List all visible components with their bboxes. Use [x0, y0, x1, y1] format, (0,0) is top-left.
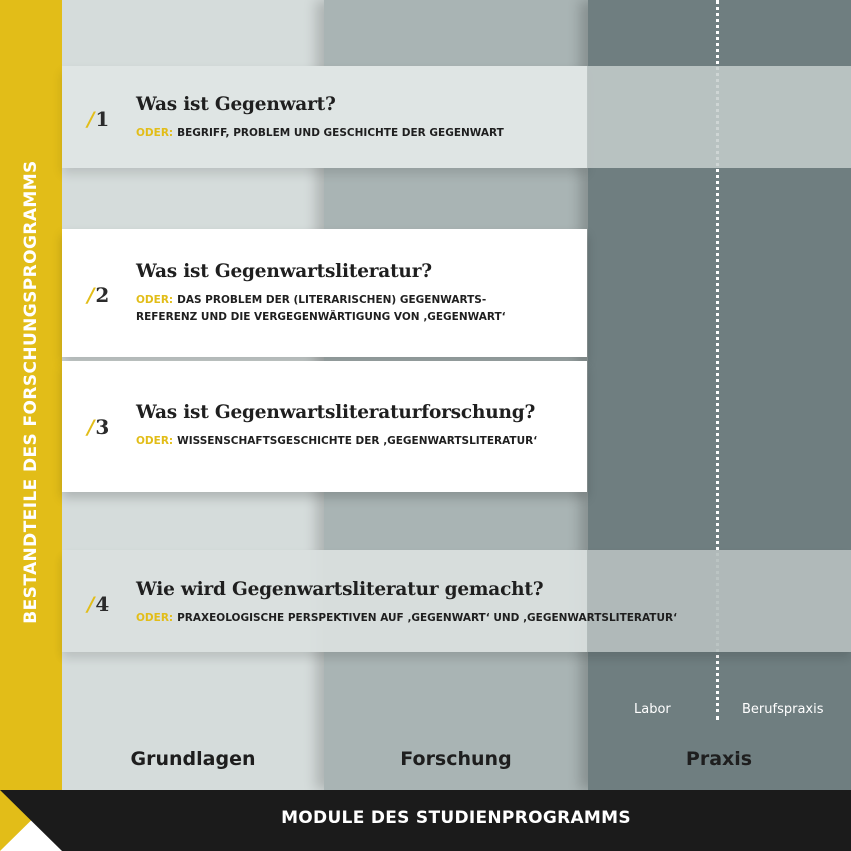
- slash-mark: /: [87, 592, 95, 616]
- question-sub-1: [136, 125, 504, 142]
- question-title-3: Was ist Gegenwartsliteraturforschung?: [136, 402, 536, 423]
- sub-line: REFERENZ UND DIE VERGEGENWÄRTIGUNG VON ‚GEGENWART‘: [136, 311, 506, 323]
- question-number-4: [87, 592, 109, 616]
- question-row-1: [62, 66, 587, 168]
- sub-line: WISSENSCHAFTSGESCHICHTE DER ‚GEGENWARTSLITERATUR‘: [177, 435, 538, 447]
- question-sub-4: [136, 610, 677, 627]
- slash-mark: /: [87, 415, 95, 439]
- sub-line: PRAXEOLOGISCHE PERSPEKTIVEN AUF ‚GEGENWART‘ UND ‚GEGENWARTSLITERATUR‘: [177, 612, 678, 624]
- question-sub-2: [136, 292, 506, 326]
- slash-mark: /: [87, 283, 95, 307]
- question-row-4: [62, 550, 851, 652]
- question-sub-3: [136, 433, 537, 450]
- column-label-forschung: Forschung: [400, 748, 512, 770]
- sub-line: DAS PROBLEM DER (LITERARISCHEN) GEGENWARTS-: [177, 294, 487, 306]
- side-bar: [0, 0, 62, 851]
- side-label: BESTANDTEILE DES FORSCHUNGSPROGRAMMS: [21, 160, 41, 624]
- number-text: 4: [95, 592, 110, 616]
- number-text: 1: [95, 107, 110, 131]
- question-title-4: Wie wird Gegenwartsliteratur gemacht?: [136, 579, 544, 600]
- oder-label: ODER:: [136, 612, 174, 624]
- number-text: 2: [95, 283, 110, 307]
- question-number-3: [87, 415, 109, 439]
- question-row-3: [62, 361, 587, 492]
- corner-wedge-dark: [0, 790, 62, 851]
- oder-label: ODER:: [136, 294, 174, 306]
- question-number-1: [87, 107, 109, 131]
- row-4-extension: [587, 550, 851, 652]
- praxis-sub-labor: Labor: [634, 702, 671, 717]
- question-title-2: Was ist Gegenwartsliteratur?: [136, 261, 432, 282]
- column-label-grundlagen: Grundlagen: [130, 748, 256, 770]
- slash-mark: /: [87, 107, 95, 131]
- row-1-extension: [587, 66, 851, 168]
- oder-label: ODER:: [136, 435, 174, 447]
- oder-label: ODER:: [136, 127, 174, 139]
- bottom-label: MODULE DES STUDIENPROGRAMMS: [281, 808, 631, 828]
- number-text: 3: [95, 415, 110, 439]
- column-label-praxis: Praxis: [685, 748, 753, 770]
- sub-line: BEGRIFF, PROBLEM UND GESCHICHTE DER GEGENWART: [177, 127, 504, 139]
- question-number-2: [87, 283, 109, 307]
- question-title-1: Was ist Gegenwart?: [136, 94, 336, 115]
- praxis-sub-berufspraxis: Berufspraxis: [742, 702, 824, 717]
